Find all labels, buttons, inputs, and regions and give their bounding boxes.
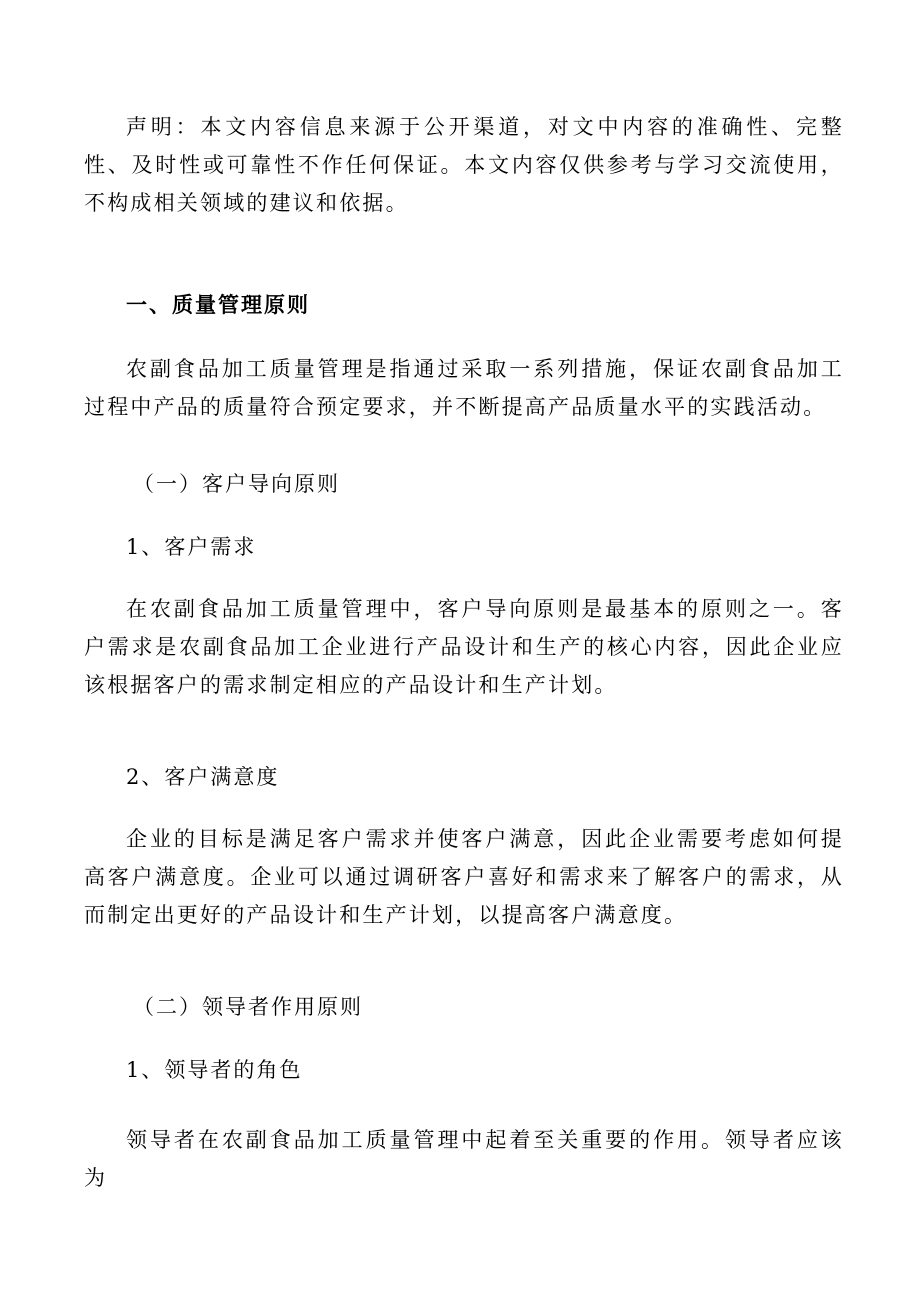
customer-satisfaction-paragraph: 企业的目标是满足客户需求并使客户满意，因此企业需要考虑如何提高客户满意度。企业可以通过调研客户喜好和需求来了解客户的需求，从而制定出更好的产品设计和生产计划，以提高客户满意度。 xyxy=(84,827,844,927)
subsection-heading-leadership: （二）领导者作用原则 xyxy=(133,995,363,1019)
item-heading-customer-satisfaction: 2、客户满意度 xyxy=(126,765,280,789)
disclaimer-paragraph: 声明：本文内容信息来源于公开渠道，对文中内容的准确性、完整性、及时性或可靠性不作任何保证。本文内容仅供参考与学习交流使用，不构成相关领域的建议和依据。 xyxy=(84,115,844,215)
customer-needs-paragraph: 在农副食品加工质量管理中，客户导向原则是最基本的原则之一。客户需求是农副食品加工企业进行产品设计和生产的核心内容，因此企业应该根据客户的需求制定相应的产品设计和生产计划。 xyxy=(84,597,844,697)
item-heading-leader-role: 1、领导者的角色 xyxy=(126,1058,303,1082)
leader-role-paragraph: 领导者在农副食品加工质量管理中起着至关重要的作用。领导者应该为 xyxy=(84,1128,844,1190)
subsection-heading-customer: （一）客户导向原则 xyxy=(133,472,340,496)
intro-paragraph: 农副食品加工质量管理是指通过采取一系列措施，保证农副食品加工过程中产品的质量符合预定要求，并不断提高产品质量水平的实践活动。 xyxy=(84,357,844,419)
item-heading-customer-needs: 1、客户需求 xyxy=(126,535,257,559)
section-heading: 一、质量管理原则 xyxy=(126,292,310,317)
